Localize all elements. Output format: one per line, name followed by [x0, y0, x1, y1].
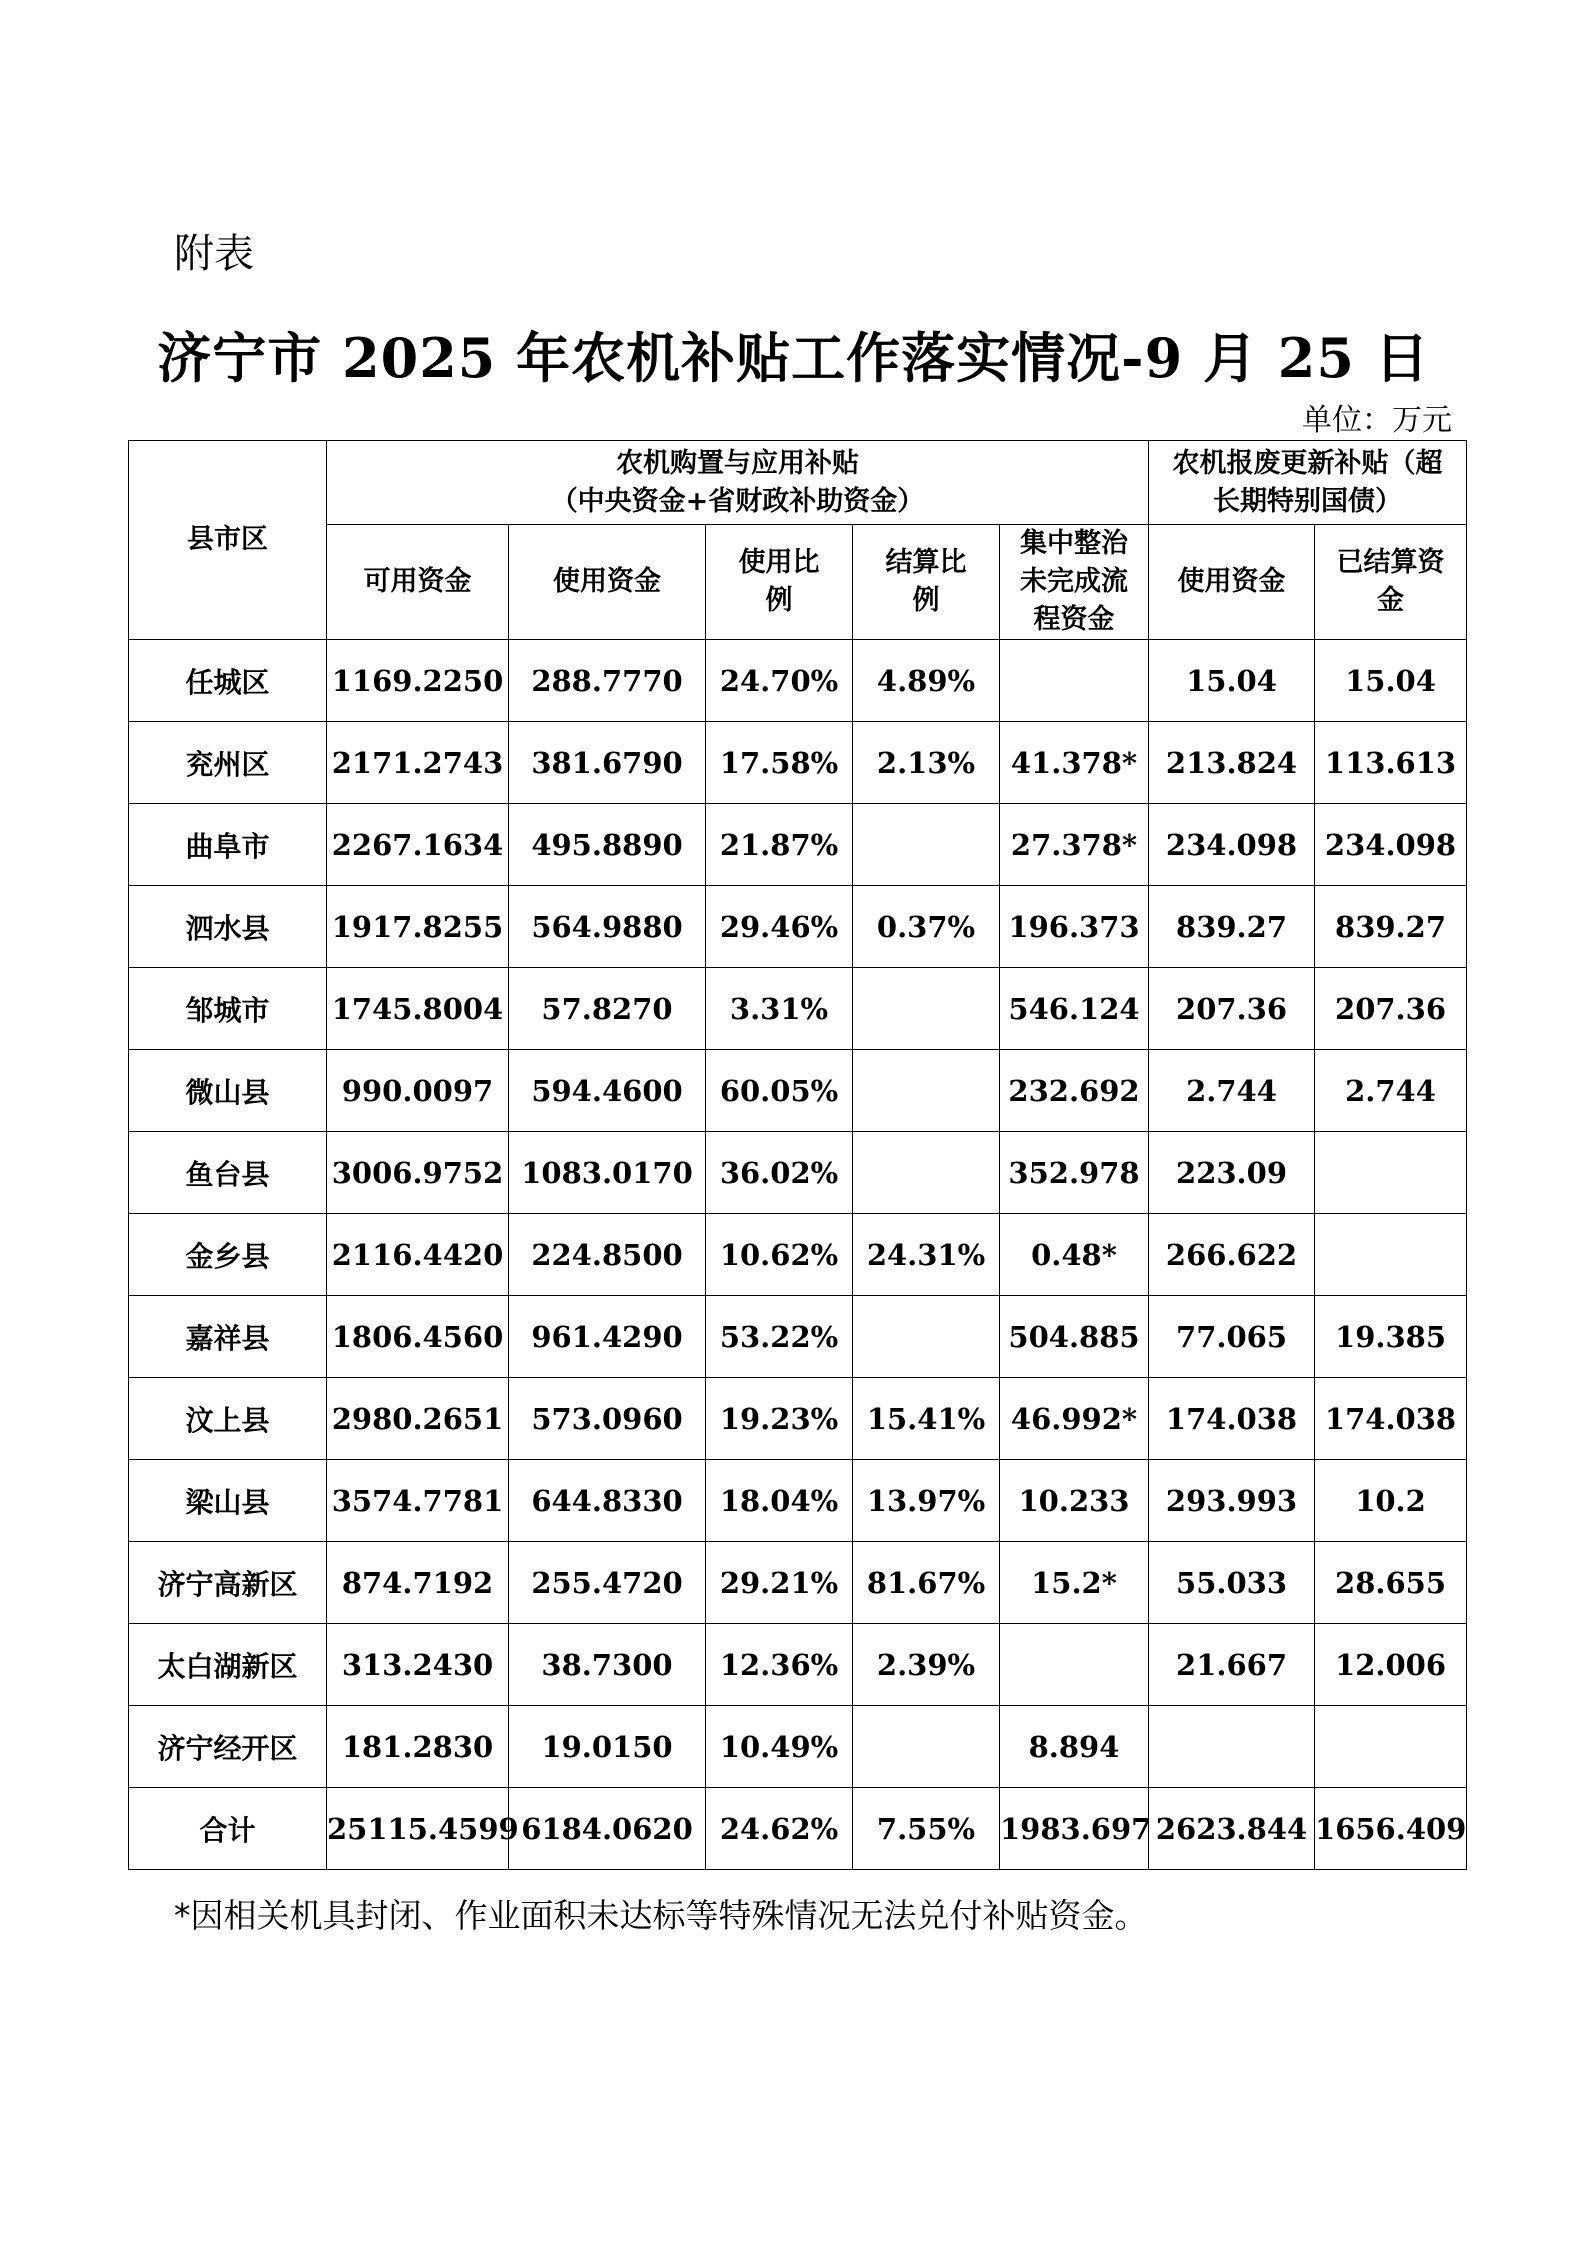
table-row: [129, 1296, 1467, 1378]
cell-scrap-used: 2623.844: [1149, 1788, 1315, 1870]
total-row: [129, 1788, 1467, 1870]
cell-use-ratio: 21.87%: [706, 804, 853, 886]
cell-scrap-settled: 12.006: [1315, 1624, 1467, 1706]
cell-name: 济宁高新区: [129, 1542, 327, 1624]
cell-use-ratio: 12.36%: [706, 1624, 853, 1706]
header-group-scrap-subsidy: 农机报废更新补贴（超 长期特别国债）: [1149, 441, 1467, 525]
cell-available: 990.0097: [327, 1050, 509, 1132]
header-used-funds: 使用资金: [509, 525, 706, 640]
cell-use-ratio: 18.04%: [706, 1460, 853, 1542]
cell-use-ratio: 3.31%: [706, 968, 853, 1050]
cell-use-ratio: 19.23%: [706, 1378, 853, 1460]
cell-scrap-used: 839.27: [1149, 886, 1315, 968]
cell-scrap-settled: [1315, 1132, 1467, 1214]
cell-name: 泗水县: [129, 886, 327, 968]
cell-scrap-settled: 2.744: [1315, 1050, 1467, 1132]
cell-name: 嘉祥县: [129, 1296, 327, 1378]
cell-scrap-settled: 15.04: [1315, 640, 1467, 722]
cell-used: 495.8890: [509, 804, 706, 886]
cell-scrap-settled: [1315, 1214, 1467, 1296]
cell-used: 961.4290: [509, 1296, 706, 1378]
cell-used: 224.8500: [509, 1214, 706, 1296]
header-county: 县市区: [129, 441, 327, 640]
cell-available: 2980.2651: [327, 1378, 509, 1460]
cell-used: 255.4720: [509, 1542, 706, 1624]
cell-name: 鱼台县: [129, 1132, 327, 1214]
table-row: [129, 1460, 1467, 1542]
cell-pending: 232.692: [1000, 1050, 1149, 1132]
cell-used: 594.4600: [509, 1050, 706, 1132]
header-use-ratio: 使用比 例: [706, 525, 853, 640]
cell-scrap-used: 174.038: [1149, 1378, 1315, 1460]
cell-settle-ratio: [853, 804, 1000, 886]
cell-scrap-used: 223.09: [1149, 1132, 1315, 1214]
cell-used: 564.9880: [509, 886, 706, 968]
cell-scrap-settled: 113.613: [1315, 722, 1467, 804]
cell-scrap-used: 21.667: [1149, 1624, 1315, 1706]
cell-settle-ratio: 4.89%: [853, 640, 1000, 722]
cell-name: 太白湖新区: [129, 1624, 327, 1706]
cell-settle-ratio: [853, 1706, 1000, 1788]
cell-available: 181.2830: [327, 1706, 509, 1788]
cell-used: 1083.0170: [509, 1132, 706, 1214]
page-title: 济宁市 2025 年农机补贴工作落实情况-9 月 25 日: [157, 326, 1430, 390]
table-row: [129, 1624, 1467, 1706]
cell-available: 1745.8004: [327, 968, 509, 1050]
cell-scrap-settled: 28.655: [1315, 1542, 1467, 1624]
cell-name: 兖州区: [129, 722, 327, 804]
cell-name: 济宁经开区: [129, 1706, 327, 1788]
header-settle-ratio: 结算比 例: [853, 525, 1000, 640]
cell-use-ratio: 29.46%: [706, 886, 853, 968]
cell-settle-ratio: [853, 1132, 1000, 1214]
cell-scrap-settled: 10.2: [1315, 1460, 1467, 1542]
attachment-label: 附表: [174, 231, 254, 277]
cell-pending: [1000, 640, 1149, 722]
cell-scrap-used: 266.622: [1149, 1214, 1315, 1296]
cell-scrap-used: 2.744: [1149, 1050, 1315, 1132]
cell-available: 1169.2250: [327, 640, 509, 722]
cell-used: 19.0150: [509, 1706, 706, 1788]
cell-available: 2267.1634: [327, 804, 509, 886]
cell-scrap-used: 207.36: [1149, 968, 1315, 1050]
cell-scrap-settled: 839.27: [1315, 886, 1467, 968]
cell-name: 任城区: [129, 640, 327, 722]
table-row: [129, 722, 1467, 804]
cell-use-ratio: 60.05%: [706, 1050, 853, 1132]
cell-settle-ratio: 2.13%: [853, 722, 1000, 804]
cell-pending: 352.978: [1000, 1132, 1149, 1214]
cell-use-ratio: 36.02%: [706, 1132, 853, 1214]
cell-settle-ratio: 81.67%: [853, 1542, 1000, 1624]
table-row: [129, 1706, 1467, 1788]
cell-used: 288.7770: [509, 640, 706, 722]
cell-scrap-used: 293.993: [1149, 1460, 1315, 1542]
table-row: [129, 1214, 1467, 1296]
header-scrap-settled-funds: 已结算资 金: [1315, 525, 1467, 640]
cell-pending: 546.124: [1000, 968, 1149, 1050]
cell-name: 曲阜市: [129, 804, 327, 886]
footnote: *因相关机具封闭、作业面积未达标等特殊情况无法兑付补贴资金。: [174, 1896, 1148, 1935]
cell-pending: [1000, 1624, 1149, 1706]
cell-used: 573.0960: [509, 1378, 706, 1460]
cell-name: 梁山县: [129, 1460, 327, 1542]
cell-scrap-used: 15.04: [1149, 640, 1315, 722]
cell-pending: 0.48*: [1000, 1214, 1149, 1296]
cell-use-ratio: 24.70%: [706, 640, 853, 722]
header-available-funds: 可用资金: [327, 525, 509, 640]
cell-used: 381.6790: [509, 722, 706, 804]
cell-available: 3006.9752: [327, 1132, 509, 1214]
cell-available: 25115.4599: [327, 1788, 509, 1870]
cell-scrap-settled: 1656.409: [1315, 1788, 1467, 1870]
cell-name: 邹城市: [129, 968, 327, 1050]
cell-settle-ratio: [853, 1296, 1000, 1378]
cell-name: 汶上县: [129, 1378, 327, 1460]
cell-use-ratio: 53.22%: [706, 1296, 853, 1378]
cell-pending: 8.894: [1000, 1706, 1149, 1788]
cell-pending: 46.992*: [1000, 1378, 1149, 1460]
cell-available: 313.2430: [327, 1624, 509, 1706]
cell-pending: 15.2*: [1000, 1542, 1149, 1624]
cell-used: 57.8270: [509, 968, 706, 1050]
cell-settle-ratio: 2.39%: [853, 1624, 1000, 1706]
cell-name: 金乡县: [129, 1214, 327, 1296]
cell-pending: 27.378*: [1000, 804, 1149, 886]
cell-scrap-settled: [1315, 1706, 1467, 1788]
cell-settle-ratio: [853, 1050, 1000, 1132]
table-row: [129, 1132, 1467, 1214]
cell-used: 6184.0620: [509, 1788, 706, 1870]
cell-name: 微山县: [129, 1050, 327, 1132]
cell-use-ratio: 24.62%: [706, 1788, 853, 1870]
unit-label: 单位：万元: [1302, 403, 1452, 438]
subsidy-table: [128, 440, 1467, 1870]
cell-settle-ratio: [853, 968, 1000, 1050]
cell-pending: 504.885: [1000, 1296, 1149, 1378]
cell-use-ratio: 10.49%: [706, 1706, 853, 1788]
cell-available: 2116.4420: [327, 1214, 509, 1296]
cell-settle-ratio: 7.55%: [853, 1788, 1000, 1870]
cell-settle-ratio: 0.37%: [853, 886, 1000, 968]
cell-scrap-used: 213.824: [1149, 722, 1315, 804]
cell-scrap-used: [1149, 1706, 1315, 1788]
cell-available: 1917.8255: [327, 886, 509, 968]
header-scrap-used-funds: 使用资金: [1149, 525, 1315, 640]
cell-scrap-settled: 207.36: [1315, 968, 1467, 1050]
table-body: [129, 640, 1467, 1870]
header-group-purchase-subsidy: 农机购置与应用补贴 （中央资金+省财政补助资金）: [327, 441, 1149, 525]
table-row: [129, 1050, 1467, 1132]
cell-use-ratio: 17.58%: [706, 722, 853, 804]
header-pending-funds: 集中整治 未完成流 程资金: [1000, 525, 1149, 640]
cell-scrap-used: 55.033: [1149, 1542, 1315, 1624]
table-row: [129, 968, 1467, 1050]
cell-used: 644.8330: [509, 1460, 706, 1542]
table-row: [129, 1542, 1467, 1624]
cell-settle-ratio: 13.97%: [853, 1460, 1000, 1542]
cell-available: 1806.4560: [327, 1296, 509, 1378]
cell-use-ratio: 29.21%: [706, 1542, 853, 1624]
cell-pending: 10.233: [1000, 1460, 1149, 1542]
table-row: [129, 1378, 1467, 1460]
cell-scrap-settled: 19.385: [1315, 1296, 1467, 1378]
cell-scrap-settled: 234.098: [1315, 804, 1467, 886]
cell-available: 3574.7781: [327, 1460, 509, 1542]
cell-used: 38.7300: [509, 1624, 706, 1706]
cell-pending: 1983.697: [1000, 1788, 1149, 1870]
cell-scrap-used: 77.065: [1149, 1296, 1315, 1378]
cell-scrap-settled: 174.038: [1315, 1378, 1467, 1460]
cell-pending: 41.378*: [1000, 722, 1149, 804]
cell-settle-ratio: 15.41%: [853, 1378, 1000, 1460]
table-row: [129, 886, 1467, 968]
cell-scrap-used: 234.098: [1149, 804, 1315, 886]
cell-pending: 196.373: [1000, 886, 1149, 968]
cell-settle-ratio: 24.31%: [853, 1214, 1000, 1296]
table-row: [129, 640, 1467, 722]
cell-available: 2171.2743: [327, 722, 509, 804]
cell-available: 874.7192: [327, 1542, 509, 1624]
table-row: [129, 804, 1467, 886]
cell-use-ratio: 10.62%: [706, 1214, 853, 1296]
cell-name: 合计: [129, 1788, 327, 1870]
